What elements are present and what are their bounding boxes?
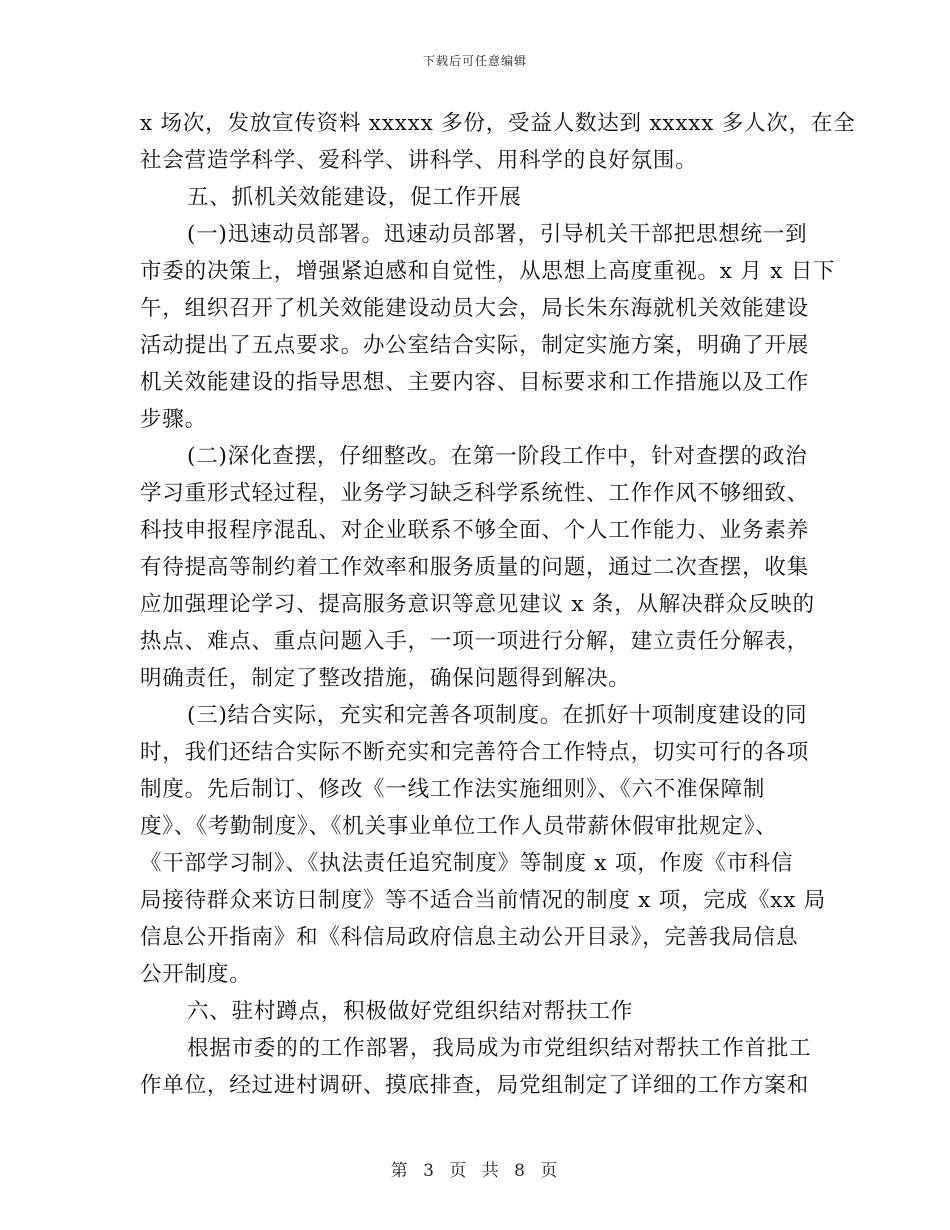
text-line: 作单位，经过进村调研、摸底排查，局党组制定了详细的工作方案和 [140,1073,810,1098]
text-line: 活动提出了五点要求。办公室结合实际，制定实施方案，明确了开展 [140,333,810,358]
section-heading: 五、抓机关效能建设，促工作开展 [187,185,522,210]
text-line: 市委的决策上，增强紧迫感和自觉性，从思想上高度重视。x 月 x 日下 [140,259,836,284]
text-line: 科技申报程序混乱、对企业联系不够全面、个人工作能力、业务素养 [140,518,810,543]
text-line: 午，组织召开了机关效能建设动员大会，局长朱东海就机关效能建设 [140,296,810,321]
text-line: 机关效能建设的指导思想、主要内容、目标要求和工作措施以及工作 [140,370,810,395]
text-line: 信息公开指南》和《科信局政府信息主动公开目录》，完善我局信息 [140,925,799,950]
text-line: (一)迅速动员部署。迅速动员部署，引导机关干部把思想统一到 [187,222,808,247]
text-line: (二)深化查摆，仔细整改。在第一阶段工作中，针对查摆的政治 [187,444,808,469]
text-line: 公开制度。 [140,962,252,987]
text-line: 社会营造学科学、爱科学、讲科学、用科学的良好氛围。 [140,148,698,173]
text-line: 《干部学习制》、《执法责任追究制度》等制度 x 项，作废《市科信 [140,851,794,876]
text-line: 度》、《考勤制度》、《机关事业单位工作人员带薪休假审批规定》、 [140,814,778,839]
text-line: 根据市委的的工作部署，我局成为市党组织结对帮扶工作首批工 [187,1036,812,1061]
text-line: 学习重形式轻过程，业务学习缺乏科学系统性、工作作风不够细致、 [140,481,810,506]
text-line: (三)结合实际，充实和完善各项制度。在抓好十项制度建设的同 [187,703,808,728]
text-line: 时，我们还结合实际不断充实和完善符合工作特点，切实可行的各项 [140,740,810,765]
text-line: 明确责任，制定了整改措施，确保问题得到解决。 [140,666,631,691]
text-line: 热点、难点、重点问题入手，一项一项进行分解，建立责任分解表， [140,629,810,654]
page-header: 下载后可任意编辑 [422,54,527,68]
text-line: 有待提高等制约着工作效率和服务质量的问题，通过二次查摆，收集 [140,555,810,580]
section-heading: 六、驻村蹲点，积极做好党组织结对帮扶工作 [187,999,634,1024]
text-line: 局接待群众来访日制度》等不适合当前情况的制度 x 项，完成《xx 局 [140,888,827,913]
text-line: x 场次，发放宣传资料 xxxxx 多份，受益人数达到 xxxxx 多人次，在全 [140,111,856,136]
page-number: 第 3 页 共 8 页 [390,1161,560,1181]
document-body [140,105,856,1104]
text-line: 应加强理论学习、提高服务意识等意见建议 x 条，从解决群众反映的 [140,592,815,617]
text-line: 步骤。 [140,407,207,432]
text-line: 制度。先后制订、修改《一线工作法实施细则》、《六不准保障制 [140,777,766,802]
